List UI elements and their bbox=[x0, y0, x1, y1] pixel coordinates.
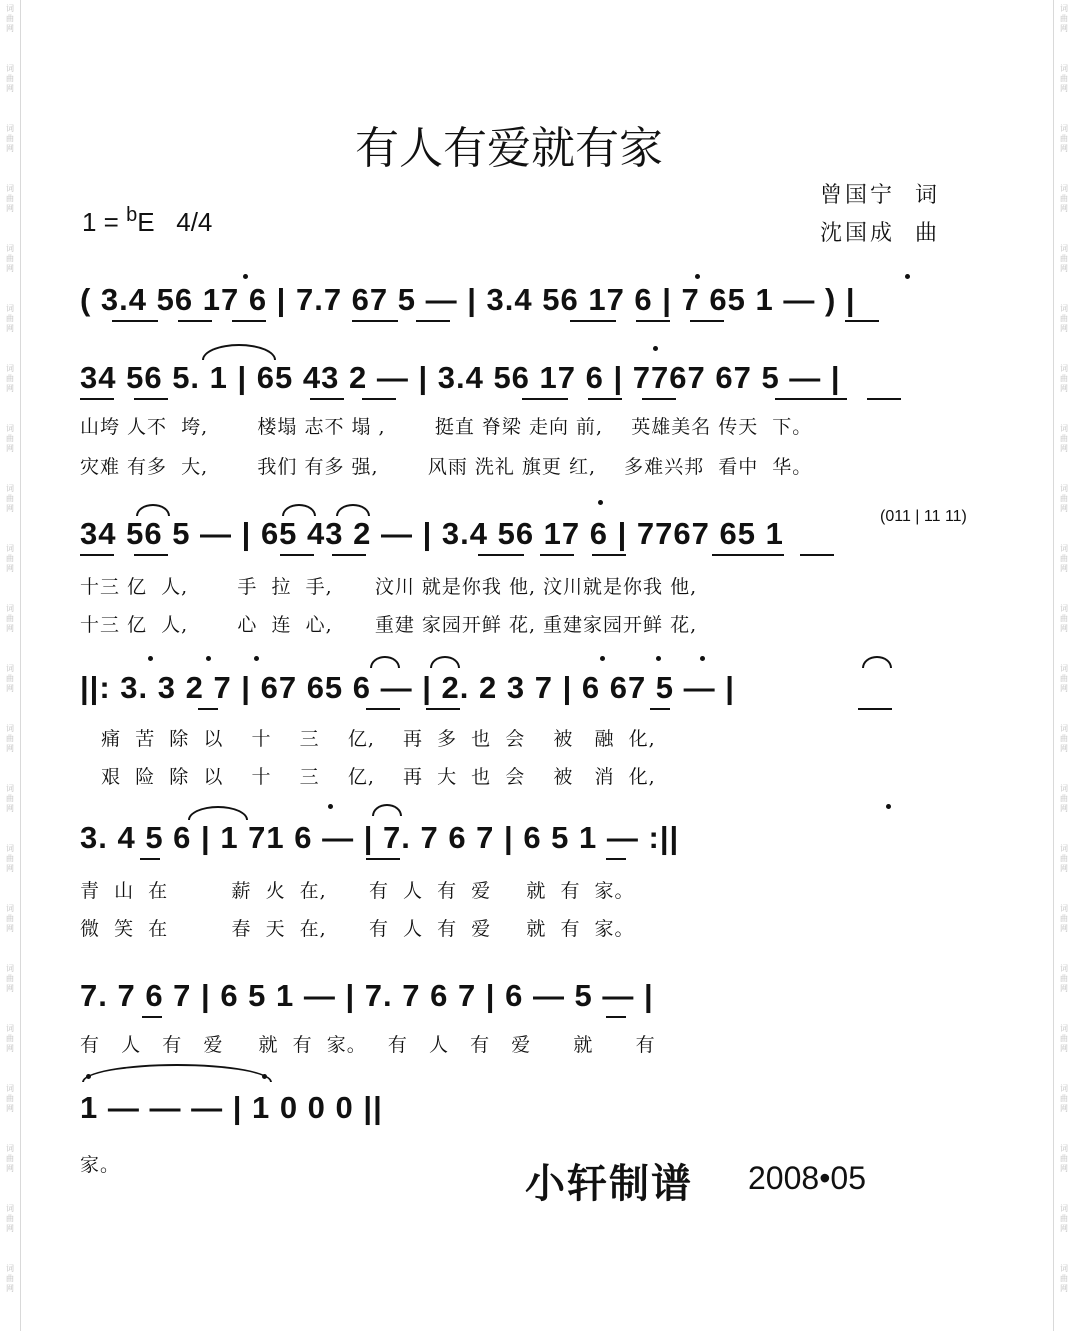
high-octave-dot bbox=[695, 274, 700, 279]
watermark-text: 词 曲 网 bbox=[1060, 184, 1068, 213]
left-margin-line bbox=[20, 0, 21, 1331]
watermark-text: 词 曲 网 bbox=[6, 184, 14, 213]
watermark-text: 词 曲 网 bbox=[1060, 784, 1068, 813]
beam bbox=[867, 398, 901, 400]
watermark-text: 词 曲 网 bbox=[1060, 664, 1068, 693]
watermark-text: 词 曲 网 bbox=[1060, 844, 1068, 873]
beam bbox=[352, 320, 398, 322]
watermark-text: 词 曲 网 bbox=[1060, 964, 1068, 993]
watermark-text: 词 曲 网 bbox=[1060, 364, 1068, 393]
lyric-verse-2: 艰 险 除 以 十 三 亿, 再 大 也 会 被 消 化, bbox=[80, 766, 656, 788]
beam bbox=[606, 858, 626, 860]
beam bbox=[112, 320, 158, 322]
beam bbox=[592, 554, 626, 556]
time-signature: 4/4 bbox=[176, 207, 213, 237]
high-octave-dot bbox=[653, 346, 658, 351]
watermark-text: 词 曲 网 bbox=[1060, 64, 1068, 93]
watermark-text: 词 曲 网 bbox=[6, 1204, 14, 1233]
beam bbox=[362, 398, 396, 400]
notes: 34 56 5. 1 | 65 43 2 — | 3.4 56 17 6 | 7767 67 5 — | bbox=[80, 360, 841, 395]
high-octave-dot bbox=[328, 804, 333, 809]
key-prefix: 1 = bbox=[82, 207, 127, 237]
notes: 1 — — — | 1 0 0 0 || bbox=[80, 1090, 383, 1125]
high-octave-dot bbox=[656, 656, 661, 661]
watermark-text: 词 曲 网 bbox=[6, 964, 14, 993]
high-octave-dot bbox=[886, 804, 891, 809]
score-line-1 bbox=[80, 342, 1010, 492]
beam bbox=[140, 858, 160, 860]
beam bbox=[232, 320, 266, 322]
watermark-text: 词 曲 网 bbox=[6, 64, 14, 93]
notes: ( 3.4 56 17 6 | 7.7 67 5 — | 3.4 56 17 6 | 7 65 1 — ) | bbox=[80, 282, 856, 317]
beam bbox=[606, 1016, 626, 1018]
slur bbox=[188, 806, 248, 820]
watermark-text: 词 曲 网 bbox=[1060, 424, 1068, 453]
beam bbox=[522, 398, 568, 400]
watermark-text: 词 曲 网 bbox=[1060, 904, 1068, 933]
high-octave-dot bbox=[254, 656, 259, 661]
beam bbox=[570, 320, 616, 322]
slur bbox=[136, 504, 170, 516]
watermark-text: 词 曲 网 bbox=[6, 1024, 14, 1053]
high-octave-dot bbox=[86, 1074, 91, 1079]
beam bbox=[416, 320, 450, 322]
high-octave-dot bbox=[700, 656, 705, 661]
beam bbox=[588, 398, 622, 400]
lyric-verse-1: 青 山 在 薪 火 在, 有 人 有 爱 就 有 家。 bbox=[80, 880, 635, 902]
beam bbox=[858, 708, 892, 710]
watermark-text: 词 曲 网 bbox=[6, 604, 14, 633]
right-margin-line bbox=[1053, 0, 1054, 1331]
score-line-5 bbox=[80, 960, 1010, 1070]
beam bbox=[426, 708, 460, 710]
beam bbox=[366, 708, 400, 710]
beam bbox=[800, 554, 834, 556]
notes: 3. 4 5 6 | 1 71 6 — | 7. 7 6 7 | 6 5 1 — :|| bbox=[80, 820, 680, 855]
slur bbox=[202, 344, 276, 360]
watermark-text: 词 曲 网 bbox=[6, 844, 14, 873]
watermark-text: 词 曲 网 bbox=[6, 4, 14, 33]
high-octave-dot bbox=[262, 1074, 267, 1079]
watermark-text: 词 曲 网 bbox=[1060, 124, 1068, 153]
beam bbox=[712, 554, 784, 556]
watermark-text: 词 曲 网 bbox=[6, 724, 14, 753]
watermark-text: 词 曲 网 bbox=[1060, 604, 1068, 633]
watermark-text: 词 曲 网 bbox=[1060, 724, 1068, 753]
watermark-text: 词 曲 网 bbox=[6, 304, 14, 333]
high-octave-dot bbox=[148, 656, 153, 661]
lyric-verse-2: 微 笑 在 春 天 在, 有 人 有 爱 就 有 家。 bbox=[80, 918, 635, 940]
watermark-text: 词 曲 网 bbox=[6, 544, 14, 573]
slur bbox=[862, 656, 892, 668]
beam bbox=[642, 398, 676, 400]
watermark-text: 词 曲 网 bbox=[6, 244, 14, 273]
transcriber-signature: 小轩制谱 bbox=[525, 1160, 693, 1207]
watermark-text: 词 曲 网 bbox=[1060, 304, 1068, 333]
lyric-verse-1: 家。 bbox=[80, 1154, 121, 1176]
watermark-text: 词 曲 网 bbox=[1060, 484, 1068, 513]
watermark-text: 词 曲 网 bbox=[6, 664, 14, 693]
flat-sign: b bbox=[126, 204, 138, 226]
slur bbox=[372, 804, 402, 816]
notes: 34 56 5 — | 65 43 2 — | 3.4 56 17 6 | 7767 65 1 bbox=[80, 516, 784, 551]
score-line-3 bbox=[80, 652, 1010, 802]
lyric-verse-1: 山垮 人不 垮, 楼塌 志不 塌 , 挺直 脊梁 走向 前, 英雄美名 传天 下。 bbox=[80, 416, 813, 438]
lyric-verse-2: 十三 亿 人, 心 连 心, 重建 家园开鲜 花, 重建家园开鲜 花, bbox=[80, 614, 698, 636]
transcription-date: 2008•05 bbox=[748, 1160, 866, 1196]
watermark-text: 词 曲 网 bbox=[1060, 544, 1068, 573]
beam bbox=[310, 398, 344, 400]
beam bbox=[690, 320, 724, 322]
watermark-text: 词 曲 网 bbox=[6, 904, 14, 933]
beam bbox=[775, 398, 847, 400]
lyricist-credit: 曾国宁 词 bbox=[820, 183, 940, 208]
slur bbox=[282, 504, 316, 516]
score-line-4 bbox=[80, 800, 1010, 950]
beam bbox=[540, 554, 574, 556]
high-octave-dot bbox=[243, 274, 248, 279]
beam bbox=[478, 554, 524, 556]
high-octave-dot bbox=[206, 656, 211, 661]
beam bbox=[80, 554, 114, 556]
high-octave-dot bbox=[600, 656, 605, 661]
watermark-text: 词 曲 网 bbox=[6, 364, 14, 393]
watermark-text: 词 曲 网 bbox=[6, 784, 14, 813]
right-watermark-strip bbox=[1056, 0, 1072, 1331]
beam bbox=[134, 554, 168, 556]
song-title: 有人有爱就有家 bbox=[355, 123, 663, 174]
beam bbox=[280, 554, 314, 556]
beam bbox=[80, 398, 114, 400]
watermark-text: 词 曲 网 bbox=[6, 484, 14, 513]
watermark-text: 词 曲 网 bbox=[1060, 1084, 1068, 1113]
watermark-text: 词 曲 网 bbox=[6, 424, 14, 453]
lyric-verse-2: 灾难 有多 大, 我们 有多 强, 风雨 洗礼 旗更 红, 多难兴邦 看中 华。 bbox=[80, 456, 813, 478]
beam bbox=[142, 1016, 162, 1018]
score-line-2 bbox=[80, 498, 1010, 648]
tie bbox=[82, 1064, 272, 1082]
left-watermark-strip bbox=[2, 0, 18, 1331]
watermark-text: 词 曲 网 bbox=[6, 1144, 14, 1173]
watermark-text: 词 曲 网 bbox=[1060, 4, 1068, 33]
watermark-text: 词 曲 网 bbox=[1060, 1144, 1068, 1173]
beam bbox=[332, 554, 366, 556]
notes: ||: 3. 3 2 7 | 67 65 6 — | 2. 2 3 7 | 6 67 5 — | bbox=[80, 670, 735, 705]
watermark-text: 词 曲 网 bbox=[1060, 1204, 1068, 1233]
lyric-verse-1: 痛 苦 除 以 十 三 亿, 再 多 也 会 被 融 化, bbox=[80, 728, 656, 750]
beam bbox=[198, 708, 218, 710]
slur bbox=[336, 504, 370, 516]
beam bbox=[650, 708, 670, 710]
key-signature bbox=[82, 204, 212, 238]
watermark-text: 词 曲 网 bbox=[6, 1084, 14, 1113]
beam bbox=[636, 320, 670, 322]
slur bbox=[370, 656, 400, 668]
watermark-text: 词 曲 网 bbox=[6, 124, 14, 153]
tail-notes: (011 | 11 11) bbox=[880, 508, 967, 525]
beam bbox=[134, 398, 168, 400]
lyric-verse-1: 有 人 有 爱 就 有 家。 有 人 有 爱 就 有 bbox=[80, 1034, 656, 1056]
key-letter: E bbox=[137, 207, 155, 237]
composer-credit: 沈国成 曲 bbox=[820, 221, 940, 246]
watermark-text: 词 曲 网 bbox=[1060, 1024, 1068, 1053]
high-octave-dot bbox=[598, 500, 603, 505]
beam bbox=[178, 320, 212, 322]
slur bbox=[430, 656, 460, 668]
watermark-text: 词 曲 网 bbox=[6, 1264, 14, 1293]
score-line-intro bbox=[80, 270, 1010, 330]
beam bbox=[845, 320, 879, 322]
beam bbox=[366, 858, 400, 860]
notes: 7. 7 6 7 | 6 5 1 — | 7. 7 6 7 | 6 — 5 — | bbox=[80, 978, 654, 1013]
high-octave-dot bbox=[905, 274, 910, 279]
watermark-text: 词 曲 网 bbox=[1060, 1264, 1068, 1293]
lyric-verse-1: 十三 亿 人, 手 拉 手, 汶川 就是你我 他, 汶川就是你我 他, bbox=[80, 576, 698, 598]
watermark-text: 词 曲 网 bbox=[1060, 244, 1068, 273]
